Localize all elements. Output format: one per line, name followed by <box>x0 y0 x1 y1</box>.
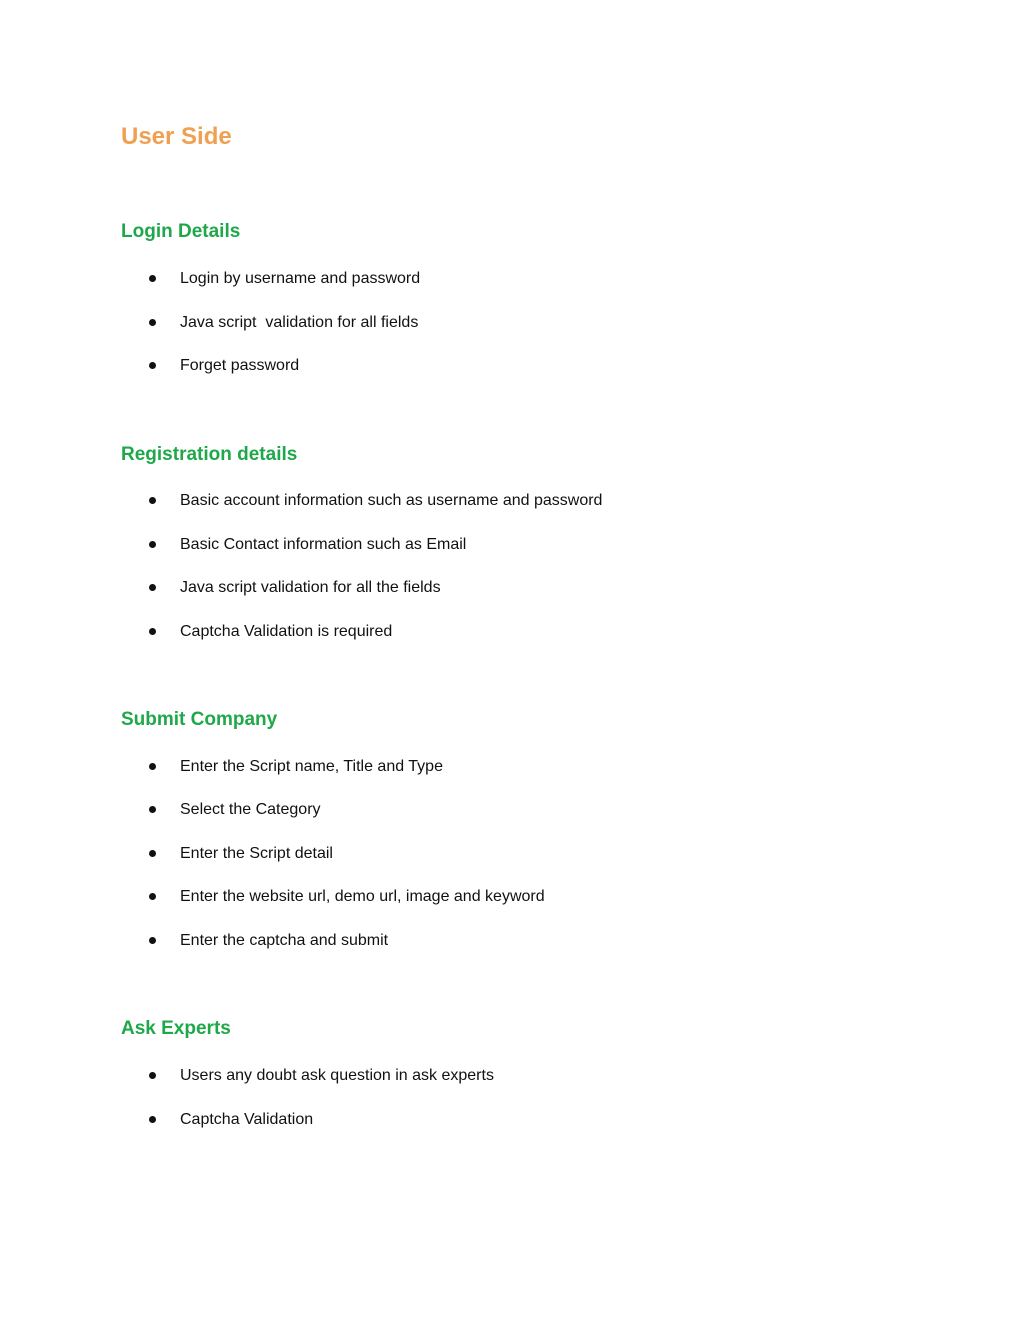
list-item-text: Enter the Script name, Title and Type <box>180 758 443 775</box>
bullet-icon <box>149 937 156 944</box>
bullet-icon <box>149 628 156 635</box>
list-item-text: Forget password <box>180 357 300 374</box>
section-heading-submit-company: Submit Company <box>121 709 278 730</box>
list-item-text: Captcha Validation is required <box>180 623 393 640</box>
list-item-text: Basic Contact information such as Email <box>180 536 467 553</box>
list-item-text: Java script validation for all the fields <box>180 579 441 596</box>
list-item-text: Login by username and password <box>180 270 421 287</box>
bullet-icon <box>149 763 156 770</box>
list-item-text: Captcha Validation <box>180 1111 314 1128</box>
list-item-text: Basic account information such as username and password <box>180 492 603 509</box>
list-item-text: Users any doubt ask question in ask experts <box>180 1067 494 1084</box>
list-item-text: Enter the website url, demo url, image and keyword <box>180 888 545 905</box>
page-title: User Side <box>121 123 232 150</box>
bullet-icon <box>149 893 156 900</box>
bullet-icon <box>149 850 156 857</box>
bullet-icon <box>149 541 156 548</box>
section-heading-ask-experts: Ask Experts <box>121 1018 231 1039</box>
bullet-icon <box>149 806 156 813</box>
bullet-icon <box>149 319 156 326</box>
bullet-icon <box>149 497 156 504</box>
bullet-icon <box>149 584 156 591</box>
bullet-icon <box>149 1116 156 1123</box>
list-item-text: Select the Category <box>180 801 321 818</box>
section-heading-registration-details: Registration details <box>121 444 298 465</box>
list-item-text: Java script validation for all fields <box>180 314 419 331</box>
list-item-text: Enter the Script detail <box>180 845 333 862</box>
bullet-icon <box>149 1072 156 1079</box>
bullet-icon <box>149 275 156 282</box>
bullet-icon <box>149 362 156 369</box>
list-item-text: Enter the captcha and submit <box>180 932 389 949</box>
section-heading-login-details: Login Details <box>121 221 241 242</box>
